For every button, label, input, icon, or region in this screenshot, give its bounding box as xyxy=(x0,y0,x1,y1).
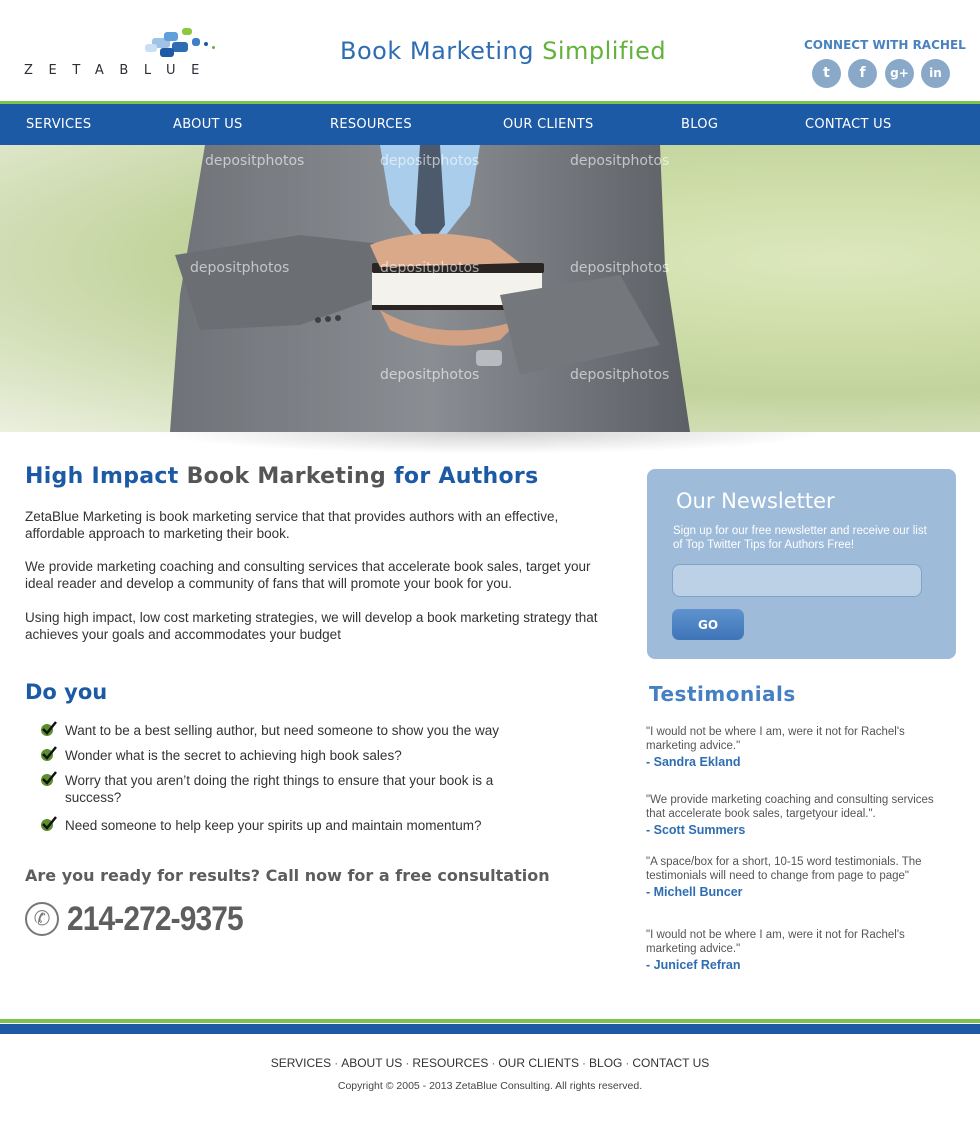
list-item xyxy=(40,722,600,739)
testimonial-author: - Junicef Refran xyxy=(646,958,741,972)
nav-item-about-us[interactable]: ABOUT US xyxy=(173,117,243,132)
testimonial-author: - Michell Buncer xyxy=(646,885,743,899)
footer-link-contact-us[interactable]: CONTACT US xyxy=(632,1056,710,1070)
testimonial-quote: "A space/box for a short, 10-15 word testimonials. The testimonials will need to change from page to page" xyxy=(646,856,922,882)
checklist-text: Wonder what is the secret to achieving high book sales? xyxy=(65,748,402,763)
tagline-part1: Book Marketing xyxy=(340,37,534,65)
nav-item-our-clients[interactable]: OUR CLIENTS xyxy=(503,117,594,132)
checkmark-icon xyxy=(40,815,57,832)
checklist-text: Worry that you aren’t doing the right things to ensure that your book is a success? xyxy=(65,773,494,805)
watermark-text: depositphotos xyxy=(380,260,480,276)
footer-link-blog[interactable]: BLOG xyxy=(589,1056,623,1070)
checklist-text: Want to be a best selling author, but need someone to show you the way xyxy=(65,723,500,738)
phone-icon: ✆ xyxy=(25,902,59,936)
footer-blue-bar xyxy=(0,1024,980,1034)
title-part1: High Impact xyxy=(25,464,179,489)
checkmark-icon xyxy=(40,720,57,737)
connect-label: CONNECT WITH RACHEL xyxy=(804,38,966,52)
footer-separator: · xyxy=(625,1056,630,1070)
phone-number[interactable]: 214-272-9375 xyxy=(67,900,243,938)
twitter-icon[interactable] xyxy=(812,59,841,88)
testimonial-author: - Sandra Ekland xyxy=(646,755,741,769)
footer-link-our-clients[interactable]: OUR CLIENTS xyxy=(498,1056,580,1070)
twitter-glyph: t xyxy=(823,65,830,81)
footer-separator: · xyxy=(334,1056,339,1070)
copyright-text: Copyright © 2005 - 2013 ZetaBlue Consulting. All rights reserved. xyxy=(337,1080,643,1092)
testimonials-heading: Testimonials xyxy=(649,682,796,706)
strategy-paragraph: Using high impact, low cost marketing strategies, we will develop a book marketing strategy that achieves your goals and accommodates your budget xyxy=(25,610,598,642)
newsletter-go-button[interactable]: GO xyxy=(672,609,744,640)
main-nav xyxy=(0,104,980,145)
testimonial-quote: "I would not be where I am, were it not for Rachel's marketing advice." xyxy=(646,929,905,955)
social-icons xyxy=(812,59,952,89)
hero-shadow xyxy=(150,432,830,454)
phone-block[interactable] xyxy=(25,900,285,940)
title-part3: for Authors xyxy=(394,464,539,489)
footer-separator: · xyxy=(582,1056,587,1070)
intro-paragraph: ZetaBlue Marketing is book marketing service that that provides authors with an effective, affordable approach to marketing their book. xyxy=(25,509,559,541)
google-plus-icon[interactable] xyxy=(885,59,914,88)
watermark-text: depositphotos xyxy=(570,367,670,383)
nav-item-blog[interactable]: BLOG xyxy=(681,117,719,132)
hero-banner xyxy=(0,145,980,432)
checkmark-icon xyxy=(40,770,57,787)
footer-nav xyxy=(0,1056,980,1070)
watermark-text: depositphotos xyxy=(190,260,290,276)
footer-green-line xyxy=(0,1019,980,1023)
nav-item-services[interactable]: SERVICES xyxy=(26,117,92,132)
footer-link-services[interactable]: SERVICES xyxy=(270,1056,332,1070)
watermark-text: depositphotos xyxy=(570,153,670,169)
linkedin-icon[interactable] xyxy=(921,59,950,88)
connect-section xyxy=(804,38,966,52)
newsletter-title: Our Newsletter xyxy=(676,489,835,513)
footer-separator: · xyxy=(491,1056,496,1070)
list-item xyxy=(40,747,600,764)
testimonial-author: - Scott Summers xyxy=(646,823,746,837)
newsletter-email-input[interactable] xyxy=(672,564,922,597)
watermark-text: depositphotos xyxy=(205,153,305,169)
footer-separator: · xyxy=(405,1056,410,1070)
testimonial xyxy=(646,855,946,899)
site-tagline xyxy=(340,37,666,65)
do-you-heading: Do you xyxy=(25,680,108,704)
testimonial-quote: "I would not be where I am, were it not for Rachel's marketing advice." xyxy=(646,726,905,752)
facebook-glyph: f xyxy=(859,65,866,81)
nav-item-contact-us[interactable]: CONTACT US xyxy=(805,117,892,132)
watermark-text: depositphotos xyxy=(380,367,480,383)
testimonial xyxy=(646,725,946,769)
watermark-text: depositphotos xyxy=(380,153,480,169)
newsletter-text: Sign up for our free newsletter and receive our list of Top Twitter Tips for Authors Free! xyxy=(673,525,927,551)
logo-text: ZETABLUE xyxy=(24,63,215,78)
logo-mark-icon xyxy=(142,26,232,60)
page-title xyxy=(25,464,538,489)
list-item xyxy=(40,772,530,806)
testimonial-quote: "We provide marketing coaching and consulting services that accelerate book sales, targetyour ideal.". xyxy=(646,794,934,820)
services-paragraph: We provide marketing coaching and consulting services that accelerate book sales, target your ideal reader and develop a community of fans that will promote your book for you. xyxy=(25,559,591,591)
hero-businessman-image xyxy=(0,145,980,432)
checkmark-icon xyxy=(40,745,57,762)
footer-link-about-us[interactable]: ABOUT US xyxy=(341,1056,403,1070)
google-plus-glyph: g+ xyxy=(890,66,909,80)
cta-text: Are you ready for results? Call now for a free consultation xyxy=(25,866,550,885)
list-item xyxy=(40,817,600,834)
tagline-part2: Simplified xyxy=(542,37,667,65)
nav-item-resources[interactable]: RESOURCES xyxy=(330,117,412,132)
newsletter-box xyxy=(647,469,956,659)
facebook-icon[interactable] xyxy=(848,59,877,88)
linkedin-glyph: in xyxy=(929,66,942,80)
checklist-text: Need someone to help keep your spirits up and maintain momentum? xyxy=(65,818,482,833)
zetablue-logo[interactable] xyxy=(24,24,246,80)
title-part2: Book Marketing xyxy=(186,464,387,489)
footer-link-resources[interactable]: RESOURCES xyxy=(412,1056,489,1070)
header xyxy=(0,0,980,101)
watermark-text: depositphotos xyxy=(570,260,670,276)
testimonial xyxy=(646,793,946,837)
testimonial xyxy=(646,928,946,972)
